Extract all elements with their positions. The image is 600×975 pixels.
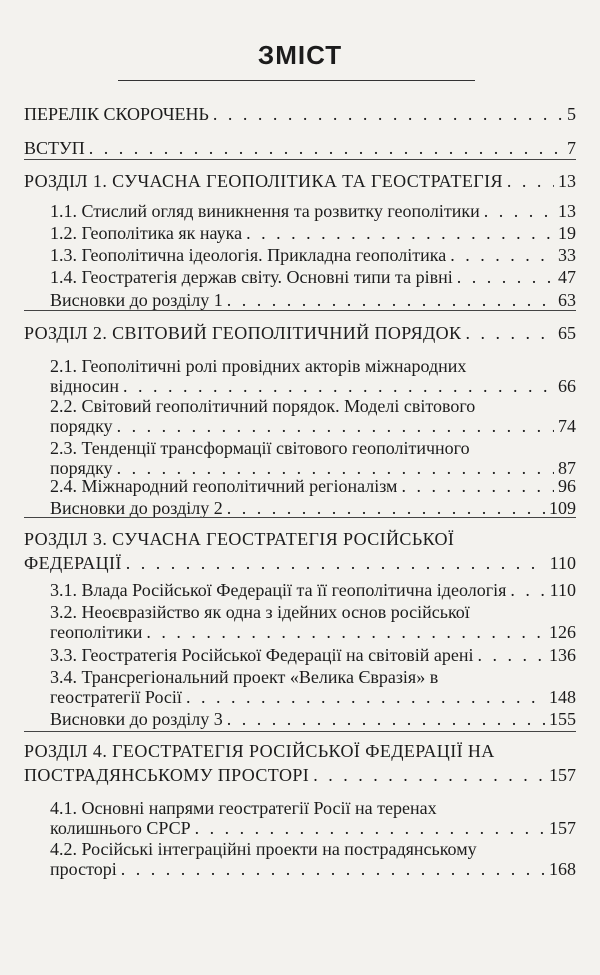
dot-leader — [89, 137, 563, 160]
toc-entry-title: порядку — [50, 458, 113, 478]
toc-entry-title: Висновки до розділу 1 — [50, 290, 223, 310]
page-title: ЗМІСТ — [257, 40, 343, 70]
dot-leader — [227, 289, 554, 312]
toc-entry-title: просторі — [50, 859, 117, 879]
dot-leader — [117, 415, 554, 438]
toc-page-number: 66 — [558, 376, 576, 396]
dot-leader — [507, 170, 554, 193]
dot-leader — [401, 475, 554, 498]
toc-entry-title-line1: РОЗДІЛ 3. СУЧАСНА ГЕОСТРАТЕГІЯ РОСІЙСЬКОЇ — [24, 529, 455, 549]
dot-leader — [195, 817, 545, 840]
toc-page-number: 148 — [549, 687, 576, 707]
toc-entry-title: 3.3. Геостратегія Російської Федерації на світовій арені — [50, 645, 474, 665]
toc-entry-title: 1.2. Геополітика як наука — [50, 223, 243, 243]
toc-entry-title-line1: РОЗДІЛ 4. ГЕОСТРАТЕГІЯ РОСІЙСЬКОЇ ФЕДЕРАЦІЇ НА — [24, 741, 495, 761]
toc-entry-title: РОЗДІЛ 2. СВІТОВИЙ ГЕОПОЛІТИЧНИЙ ПОРЯДОК — [24, 323, 462, 343]
toc-page-number: 74 — [558, 416, 576, 436]
dot-leader — [146, 621, 545, 644]
dot-leader — [121, 858, 545, 881]
toc-entry-title: Висновки до розділу 3 — [50, 709, 223, 729]
title-underline — [118, 80, 475, 81]
toc-entry-title-line1: 4.2. Російські інтеграційні проекти на пострадянському — [50, 839, 477, 859]
dot-leader — [246, 222, 554, 245]
section-divider — [24, 517, 576, 518]
toc-page-number: 110 — [549, 580, 576, 600]
toc-entry-title: Висновки до розділу 2 — [50, 498, 223, 518]
toc-page-number: 126 — [549, 622, 576, 642]
dot-leader — [313, 764, 545, 787]
dot-leader — [484, 200, 554, 223]
dot-leader — [465, 322, 554, 345]
toc-entry-title-line1: 3.2. Неоєвразійство як одна з ідейних основ російської — [50, 602, 470, 622]
toc-entry-title: 1.1. Стислий огляд виникнення та розвитку геополітики — [50, 201, 480, 221]
toc-page-number: 157 — [549, 818, 576, 838]
toc-entry-title: геостратегії Росії — [50, 687, 182, 707]
toc-entry-title: 1.3. Геополітична ідеологія. Прикладна геополітика — [50, 245, 447, 265]
section-divider — [24, 310, 576, 311]
toc-page-number: 63 — [558, 290, 576, 310]
toc-entry-title: 1.4. Геостратегія держав світу. Основні типи та рівні — [50, 267, 453, 287]
toc-entry-title: геополітики — [50, 622, 143, 642]
toc-page-number: 65 — [558, 323, 576, 343]
toc-entry-title: колишнього СРСР — [50, 818, 191, 838]
toc-entry-title: ПОСТРАДЯНСЬКОМУ ПРОСТОРІ — [24, 765, 310, 785]
dot-leader — [126, 552, 546, 575]
dot-leader — [213, 103, 563, 126]
toc-entry-title-line1: 3.4. Трансрегіональний проект «Велика Євразія» в — [50, 667, 439, 687]
dot-leader — [227, 708, 545, 731]
toc-page-number: 96 — [558, 476, 576, 496]
section-divider — [24, 731, 576, 732]
toc-entry-title: відносин — [50, 376, 119, 396]
toc-entry-title: ФЕДЕРАЦІЇ — [24, 553, 122, 573]
toc-page-number: 5 — [567, 104, 576, 124]
toc-page-number: 19 — [558, 223, 576, 243]
toc-page-number: 110 — [549, 553, 576, 573]
dot-leader — [457, 266, 554, 289]
toc-entry-title: ВСТУП — [24, 138, 85, 158]
dot-leader — [510, 579, 545, 602]
toc-page-number: 155 — [549, 709, 576, 729]
toc-page-number: 87 — [558, 458, 576, 478]
toc-entry-title: 2.4. Міжнародний геополітичний регіоналізм — [50, 476, 398, 496]
toc-entry-title-line1: 4.1. Основні напрями геостратегії Росії на теренах — [50, 798, 437, 818]
toc-page-number: 109 — [549, 498, 576, 518]
toc-page-number: 157 — [549, 765, 576, 785]
toc-page-number: 168 — [549, 859, 576, 879]
toc-entry-title-line1: 2.2. Світовий геополітичний порядок. Моделі світового — [50, 396, 476, 416]
toc-page-number: 33 — [558, 245, 576, 265]
toc-page-number: 136 — [549, 645, 576, 665]
toc-page-number: 7 — [567, 138, 576, 158]
dot-leader — [450, 244, 554, 267]
toc-entry-title: РОЗДІЛ 1. СУЧАСНА ГЕОПОЛІТИКА ТА ГЕОСТРАТЕГІЯ — [24, 171, 503, 191]
toc-entry-title: порядку — [50, 416, 113, 436]
toc-entry-title-line1: 2.3. Тенденції трансформації світового геополітичного — [50, 438, 470, 458]
dot-leader — [186, 686, 545, 709]
toc-page-number: 13 — [558, 171, 576, 191]
toc-entry-title: ПЕРЕЛІК СКОРОЧЕНЬ — [24, 104, 209, 124]
section-divider — [24, 159, 576, 160]
toc-page-number: 13 — [558, 201, 576, 221]
toc-page-number: 47 — [558, 267, 576, 287]
toc-entry-title: 3.1. Влада Російської Федерації та її геополітична ідеологія — [50, 580, 507, 600]
dot-leader — [477, 644, 545, 667]
toc-entry-title-line1: 2.1. Геополітичні ролі провідних акторів міжнародних — [50, 356, 467, 376]
